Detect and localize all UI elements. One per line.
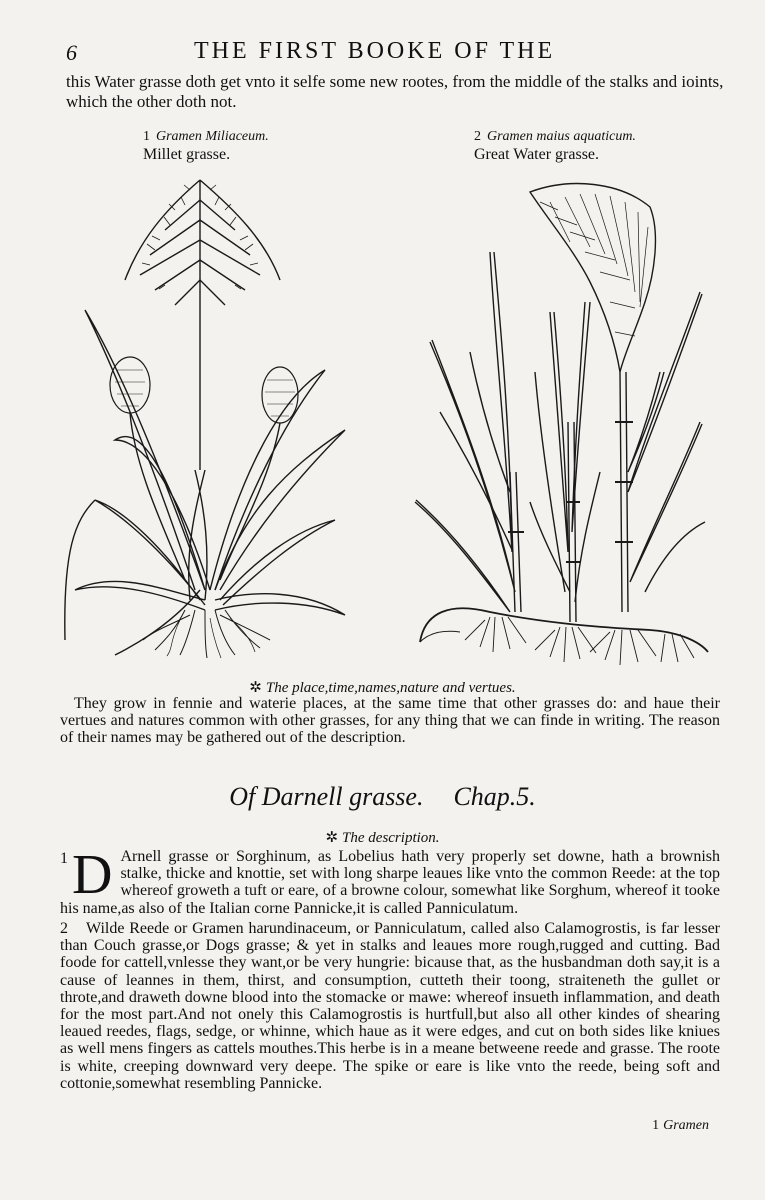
figure-number: 2: [474, 129, 481, 144]
chapter-heading: [0, 782, 765, 812]
millet-grass-illustration: [55, 170, 355, 660]
chapter-number: Chap.5.: [453, 782, 536, 811]
running-head: THE FIRST BOOKE OF THE: [194, 38, 556, 64]
description-paragraph-2: Wilde Reede or Gramen harundinaceum, or Panniculatum, called also Calamogrostis, is far lesser than Couch grasse,or Dogs grasse; & yet in stalks and leaues more rough,rugged and cutting. Bad foode for cattell,vnlesse they want,or be very hungrie: bicause that, as the husbandman doth say,it is a cause of leannes in them, thirst, and consumption, cutteth their toong, straiteneth the gullet or throte,and draweth downe blood into the stomacke or mawe: whereof insueth inflammation, and death for the most part.And not onely this Calamogrostis is hurtfull,but also all other kindes of shearing leaued reedes, flags, sedge, or whinne, which haue as it were edges, and cut on both sides like kniues as well mens fingers as cattels mouthes.This herbe is in a meane betweene reede and grasse. The roote is white, creeping downward very deepe. The spike or eare is like vnto the reede, being soft and cottonie,somewhat resembling Pannicke.: [60, 920, 720, 1092]
page-header: [66, 38, 725, 68]
catchword: [652, 1118, 709, 1134]
figure-latin-name: Gramen maius aquaticum.: [487, 129, 636, 144]
section-heading-description: [0, 828, 765, 847]
drop-cap: D: [72, 844, 113, 906]
catchword-number: 1: [652, 1118, 660, 1133]
star-ornament-icon: ✲: [249, 680, 262, 696]
paragraph-text: Arnell grasse or Sorghinum, as Lobelius hath very properly set downe, hath a brownish stalke, thicke and knottie, set with long sharpe leaues like vnto the common Reede: at the top whereof groweth a tuft or eare, of a browne colour, somewhat like Sorghum, whereof it tooke his name,as also of the Italian corne Pannicke,it is called Panniculatum.: [60, 848, 720, 917]
figure-english-name: Millet grasse.: [143, 146, 231, 163]
chapter-title: Of Darnell grasse.: [229, 782, 424, 811]
page-number: 6: [66, 40, 77, 65]
paragraph-number-1: 1: [60, 850, 68, 867]
section-heading-text: The place,time,names,nature and vertues.: [265, 680, 516, 696]
star-ornament-icon: ✲: [325, 830, 339, 846]
figure-caption-1: [143, 128, 269, 164]
figure-english-name: Great Water grasse.: [474, 146, 600, 163]
catchword-text: Gramen: [663, 1118, 709, 1133]
great-water-grass-illustration: [410, 172, 710, 672]
paragraph-number-2: 2: [60, 920, 68, 937]
figure-latin-name: Gramen Miliaceum.: [156, 129, 269, 144]
place-paragraph: They grow in fennie and waterie places, at the same time that other grasses do: and haue their vertues and natures common with other grasses, for any thing that we can finde in writing. The reason of their names may be gathered out of the description.: [60, 695, 720, 747]
figure-number: 1: [143, 129, 150, 144]
figure-caption-2: [474, 128, 636, 164]
section-heading-text: The description.: [342, 830, 440, 846]
intro-text: this Water grasse doth get vnto it selfe some new rootes, from the middle of the stalks and ioints, which the other doth not.: [66, 72, 724, 111]
description-paragraph-1: [60, 844, 720, 917]
